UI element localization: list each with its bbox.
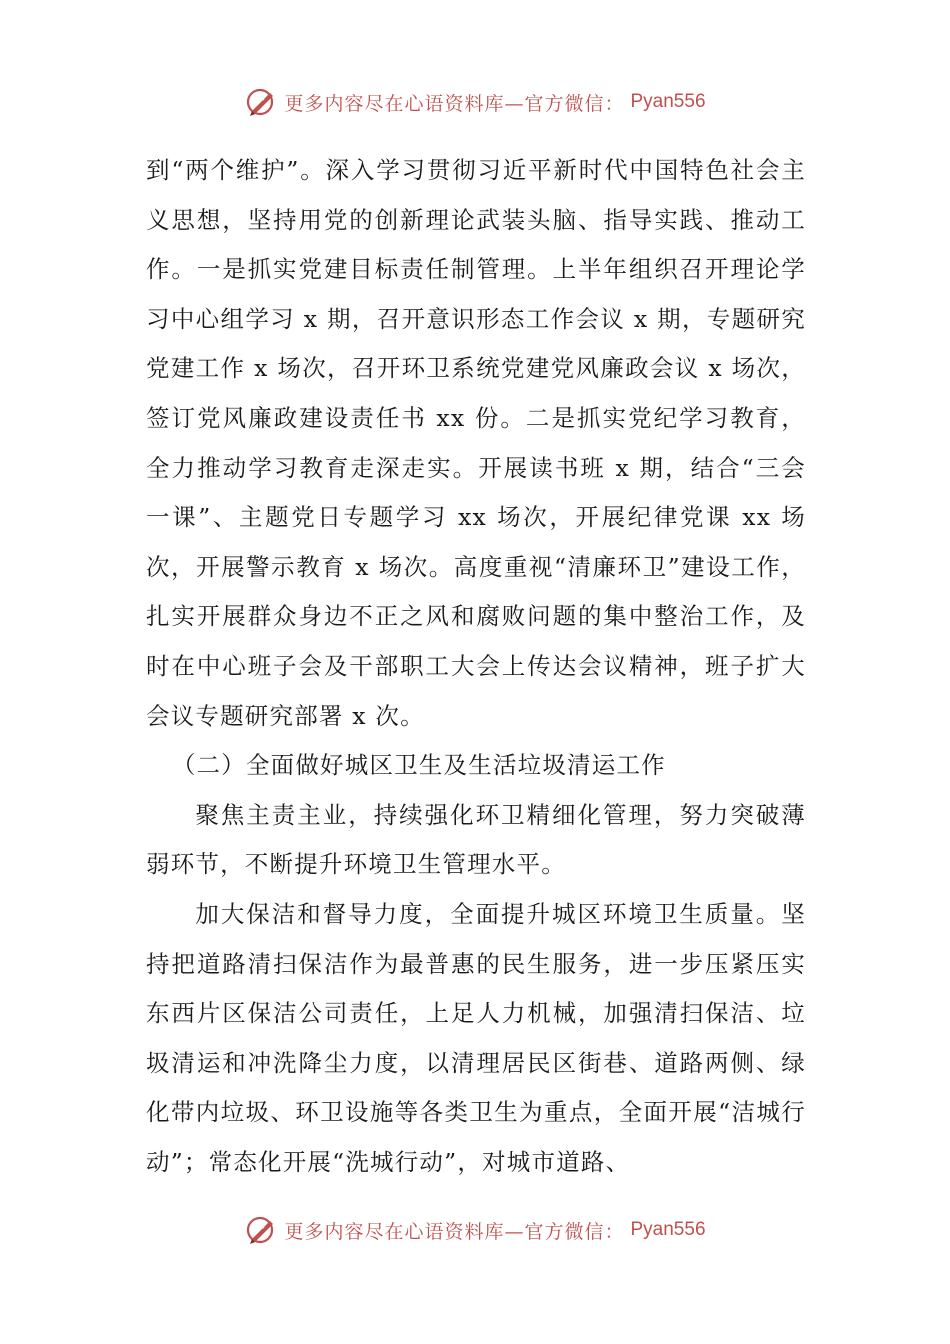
header-banner-text: 更多内容尽在心语资料库—官方微信： (284, 92, 625, 115)
header-banner (0, 82, 950, 122)
footer-banner-text: 更多内容尽在心语资料库—官方微信： (284, 1220, 625, 1243)
pen-logo-icon (244, 1213, 278, 1247)
footer-banner (0, 1210, 950, 1250)
paragraph: 加大保洁和督导力度，全面提升城区环境卫生质量。坚持把道路清扫保洁作为最普惠的民生服务，进一步压紧压实东西片区保洁公司责任，上足人力机械，加强清扫保洁、垃圾清运和冲洗降尘力度，以清理居民区街巷、道路两侧、绿化带内垃圾、环卫设施等各类卫生为重点，全面开展“洁城行动”；常态化开展“洗城行动”，对城市道路、 (146, 899, 806, 1176)
pen-logo-icon (244, 85, 278, 119)
footer-wechat-id: Pyan556 (630, 1219, 706, 1240)
document-body (146, 146, 806, 1187)
paragraph: 聚焦主责主业，持续强化环卫精细化管理，努力突破薄弱环节，不断提升环境卫生管理水平。 (146, 800, 806, 879)
header-wechat-id: Pyan556 (630, 91, 706, 112)
section-heading: （二）全面做好城区卫生及生活垃圾清运工作 (171, 751, 666, 780)
paragraph: 到“两个维护”。深入学习贯彻习近平新时代中国特色社会主义思想，坚持用党的创新理论武装头脑、指导实践、推动工作。一是抓实党建目标责任制管理。上半年组织召开理论学习中心组学习 x 期，召开意识形态工作会议 x 期，专题研究党建工作 x 场次，召开环卫系统党建党风廉政会议 x 场次，签订党风廉政建设责任书 xx 份。二是抓实党纪学习教育，全力推动学习教育走深走实。开展读书班 x 期，结合“三会一课”、主题党日专题学习 xx 场次，开展纪律党课 xx 场次，开展警示教育 x 场次。高度重视“清廉环卫”建设工作，扎实开展群众身边不正之风和腐败问题的集中整治工作，及时在中心班子会及干部职工大会上传达会议精神，班子扩大会议专题研究部署 x 次。 (146, 156, 806, 730)
